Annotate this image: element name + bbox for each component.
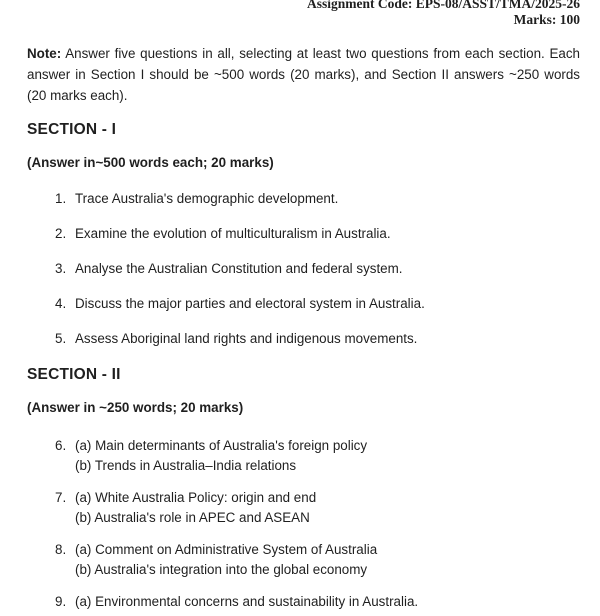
note-paragraph (27, 43, 580, 106)
question-item (27, 540, 580, 579)
question-item (27, 488, 580, 527)
question-item (27, 261, 580, 277)
question-part-a: (a) White Australia Policy: origin and end (75, 490, 317, 505)
section-2-question-list (27, 436, 580, 612)
question-part-a: (a) Comment on Administrative System of Australia (75, 542, 378, 557)
question-item (27, 436, 580, 475)
section-1-title: SECTION - I (27, 121, 117, 138)
note-label: Note: (27, 46, 62, 61)
section-2-title: SECTION - II (27, 366, 121, 383)
question-item (27, 592, 580, 612)
question-text: Discuss the major parties and electoral system in Australia. (75, 296, 425, 311)
question-item (27, 331, 580, 347)
question-item (27, 191, 580, 207)
question-number: 5. (55, 331, 67, 346)
question-number: 8. (55, 542, 67, 557)
question-number: 4. (55, 296, 67, 311)
section-2-instruction: (Answer in ~250 words; 20 marks) (27, 400, 244, 415)
question-number: 2. (55, 226, 67, 241)
question-text: Assess Aboriginal land rights and indigenous movements. (75, 331, 418, 346)
question-number: 1. (55, 191, 67, 206)
question-number: 7. (55, 490, 67, 505)
question-number: 3. (55, 261, 67, 276)
section-1-question-list (27, 191, 580, 347)
section-1-instruction: (Answer in~500 words each; 20 marks) (27, 155, 274, 170)
question-number: 6. (55, 438, 67, 453)
question-part-b: (b) Trends in Australia–India relations (75, 457, 297, 473)
question-text: Trace Australia's demographic development. (75, 191, 339, 206)
question-part-b: (b) Australia's role in APEC and ASEAN (75, 509, 310, 525)
marks-total: Marks: 100 (513, 12, 580, 27)
question-number: 9. (55, 594, 67, 609)
document-header (27, 0, 580, 28)
question-text: Analyse the Australian Constitution and federal system. (75, 261, 403, 276)
question-part-a: (a) Main determinants of Australia's foreign policy (75, 438, 368, 453)
question-item (27, 226, 580, 242)
question-text: Examine the evolution of multiculturalism in Australia. (75, 226, 391, 241)
assignment-code: Assignment Code: EPS-08/ASST/TMA/2025-26 (306, 0, 580, 11)
question-part-b: (b) Australia's integration into the global economy (75, 561, 368, 577)
question-item (27, 296, 580, 312)
question-part-a: (a) Environmental concerns and sustainability in Australia. (75, 594, 419, 609)
note-text: Answer five questions in all, selecting at least two questions from each section. Each answer in Section I should be ~500 words (20 marks), and Section II answers ~250 words (20 marks each). (27, 46, 580, 103)
